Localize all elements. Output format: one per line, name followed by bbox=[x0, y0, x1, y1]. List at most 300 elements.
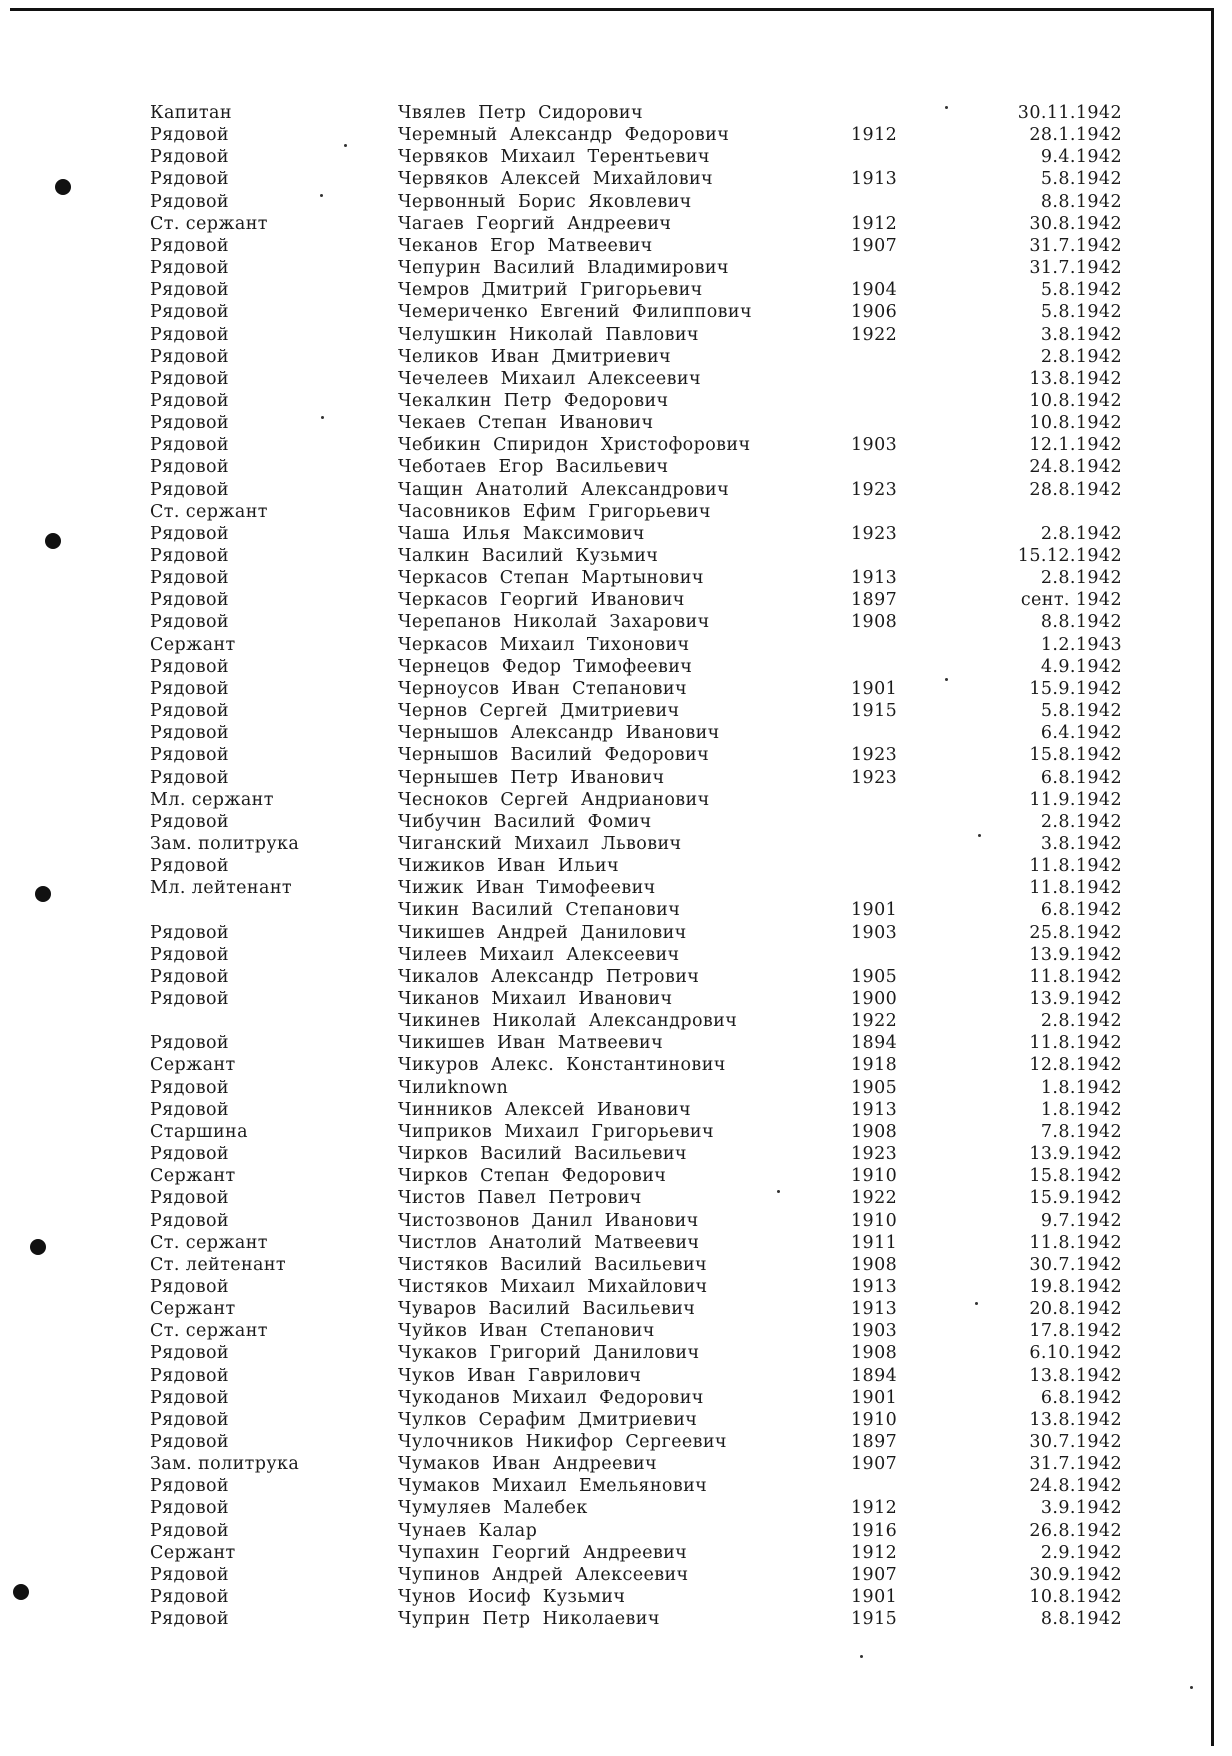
name-cell: Черемный Александр Федорович bbox=[398, 125, 730, 146]
death-date-cell: 8.8.1942 bbox=[1040, 612, 1122, 633]
roster-row bbox=[0, 855, 1232, 877]
name-cell: Чикалов Александр Петрович bbox=[398, 966, 700, 987]
name-cell: Чечелеев Михаил Алексеевич bbox=[398, 368, 701, 389]
rank-cell: Рядовой bbox=[150, 258, 229, 279]
roster-row bbox=[0, 257, 1232, 279]
rank-cell: Рядовой bbox=[150, 1365, 229, 1386]
death-date-cell: 11.8.1942 bbox=[1029, 966, 1122, 987]
birth-year-cell: 1907 bbox=[851, 1564, 898, 1585]
birth-year-cell: 1907 bbox=[851, 1454, 898, 1475]
roster-row bbox=[0, 1054, 1232, 1076]
roster-row bbox=[0, 966, 1232, 988]
roster-row bbox=[0, 346, 1232, 368]
rank-cell: Капитан bbox=[150, 103, 232, 123]
name-cell: Часовников Ефим Григорьевич bbox=[398, 501, 711, 522]
death-date-cell: 8.8.1942 bbox=[1040, 1609, 1122, 1630]
rank-cell: Рядовой bbox=[150, 1587, 229, 1608]
death-date-cell: 30.9.1942 bbox=[1029, 1564, 1122, 1585]
name-cell: Чалкин Василий Кузьмич bbox=[398, 546, 659, 566]
death-date-cell: 12.8.1942 bbox=[1029, 1055, 1122, 1076]
roster-row bbox=[0, 191, 1232, 213]
roster-row bbox=[0, 877, 1232, 899]
roster-row bbox=[0, 102, 1232, 124]
name-cell: Чиприков Михаил Григорьевич bbox=[398, 1121, 714, 1142]
birth-year-cell: 1908 bbox=[851, 1343, 898, 1364]
name-cell: Чагаев Георгий Андреевич bbox=[398, 213, 672, 234]
birth-year-cell: 1923 bbox=[851, 1144, 898, 1165]
name-cell: Чунаев Калар bbox=[398, 1520, 538, 1541]
roster-row bbox=[0, 1475, 1232, 1497]
roster-row bbox=[0, 767, 1232, 789]
birth-year-cell: 1915 bbox=[851, 1609, 898, 1630]
death-date-cell: 3.9.1942 bbox=[1040, 1498, 1122, 1519]
name-cell: Черепанов Николай Захарович bbox=[398, 612, 710, 633]
death-date-cell: 3.8.1942 bbox=[1040, 833, 1122, 854]
name-cell: Чекаев Степан Иванович bbox=[398, 413, 654, 434]
rank-cell: Сержант bbox=[150, 1166, 236, 1187]
roster-row bbox=[0, 235, 1232, 257]
roster-row bbox=[0, 833, 1232, 855]
name-cell: Чесноков Сергей Андрианович bbox=[398, 789, 710, 810]
roster-row bbox=[0, 501, 1232, 523]
roster-row bbox=[0, 1520, 1232, 1542]
roster-row bbox=[0, 390, 1232, 412]
name-cell: Чебикин Спиридон Христофорович bbox=[398, 435, 751, 456]
name-cell: Чекалкин Петр Федорович bbox=[398, 390, 669, 411]
rank-cell: Рядовой bbox=[150, 346, 229, 367]
rank-cell: Рядовой bbox=[150, 678, 229, 699]
birth-year-cell: 1903 bbox=[851, 1321, 898, 1342]
rank-cell: Рядовой bbox=[150, 125, 229, 146]
rank-cell: Рядовой bbox=[150, 856, 229, 877]
name-cell: Чиганский Михаил Львович bbox=[398, 833, 682, 854]
rank-cell: Мл. сержант bbox=[150, 789, 274, 810]
rank-cell: Рядовой bbox=[150, 656, 229, 677]
birth-year-cell: 1913 bbox=[851, 1276, 898, 1297]
death-date-cell: 13.9.1942 bbox=[1029, 1144, 1122, 1165]
roster-row bbox=[0, 368, 1232, 390]
death-date-cell: 13.8.1942 bbox=[1029, 1409, 1122, 1430]
roster-row bbox=[0, 168, 1232, 190]
name-cell: Челиков Иван Дмитриевич bbox=[398, 346, 672, 367]
rank-cell: Рядовой bbox=[150, 390, 229, 411]
name-cell: Чистов Павел Петрович bbox=[398, 1188, 642, 1209]
roster-row bbox=[0, 434, 1232, 456]
roster-row bbox=[0, 324, 1232, 346]
name-cell: Чирков Степан Федорович bbox=[398, 1166, 667, 1187]
birth-year-cell: 1922 bbox=[851, 324, 898, 345]
name-cell: Чернышев Петр Иванович bbox=[398, 767, 665, 788]
name-cell: Чернышов Александр Иванович bbox=[398, 723, 720, 744]
death-date-cell: 6.8.1942 bbox=[1040, 1387, 1122, 1408]
death-date-cell: 15.12.1942 bbox=[1017, 546, 1122, 566]
death-date-cell: 2.8.1942 bbox=[1040, 346, 1122, 367]
rank-cell: Сержант bbox=[150, 1299, 236, 1320]
rank-cell: Рядовой bbox=[150, 169, 229, 190]
rank-cell: Рядовой bbox=[150, 435, 229, 456]
birth-year-cell: 1901 bbox=[851, 900, 898, 921]
rank-cell: Рядовой bbox=[150, 235, 229, 256]
birth-year-cell: 1897 bbox=[851, 1432, 898, 1452]
roster-row bbox=[0, 944, 1232, 966]
name-cell: Чуваров Василий Васильевич bbox=[398, 1299, 696, 1320]
roster-row bbox=[0, 1431, 1232, 1453]
roster-row bbox=[0, 1387, 1232, 1409]
name-cell: Чемериченко Евгений Филиппович bbox=[398, 302, 752, 323]
rank-cell: Рядовой bbox=[150, 989, 229, 1009]
birth-year-cell: 1905 bbox=[851, 966, 898, 987]
name-cell: Чилеев Михаил Алексеевич bbox=[398, 944, 680, 965]
roster-row bbox=[0, 1187, 1232, 1209]
death-date-cell: 17.8.1942 bbox=[1029, 1321, 1122, 1342]
roster-row bbox=[0, 1320, 1232, 1342]
death-date-cell: 30.11.1942 bbox=[1017, 103, 1122, 123]
rank-cell: Рядовой bbox=[150, 523, 229, 544]
rank-cell: Ст. сержант bbox=[150, 1232, 268, 1253]
roster-row bbox=[0, 634, 1232, 656]
rank-cell: Рядовой bbox=[150, 1498, 229, 1519]
roster-row bbox=[0, 479, 1232, 501]
death-date-cell: 9.4.1942 bbox=[1040, 147, 1122, 168]
rank-cell: Рядовой bbox=[150, 1387, 229, 1408]
death-date-cell: 20.8.1942 bbox=[1029, 1299, 1122, 1320]
death-date-cell: 2.8.1942 bbox=[1040, 1011, 1122, 1032]
birth-year-cell: 1894 bbox=[851, 1365, 898, 1386]
roster-row bbox=[0, 922, 1232, 944]
death-date-cell: 28.1.1942 bbox=[1029, 125, 1122, 146]
death-date-cell: 11.8.1942 bbox=[1029, 878, 1122, 899]
birth-year-cell: 1910 bbox=[851, 1409, 898, 1430]
roster-row bbox=[0, 1121, 1232, 1143]
name-cell: Чукаков Григорий Данилович bbox=[398, 1343, 700, 1364]
name-cell: Чикишев Андрей Данилович bbox=[398, 922, 687, 943]
rank-cell: Рядовой bbox=[150, 612, 229, 633]
roster-row bbox=[0, 611, 1232, 633]
roster-row bbox=[0, 124, 1232, 146]
death-date-cell: 11.9.1942 bbox=[1029, 789, 1122, 810]
roster-row bbox=[0, 146, 1232, 168]
birth-year-cell: 1907 bbox=[851, 235, 898, 256]
name-cell: Червонный Борис Яковлевич bbox=[398, 191, 692, 212]
birth-year-cell: 1918 bbox=[851, 1055, 898, 1076]
death-date-cell: 10.8.1942 bbox=[1029, 413, 1122, 434]
birth-year-cell: 1915 bbox=[851, 701, 898, 722]
roster-row bbox=[0, 545, 1232, 567]
name-cell: Чеканов Егор Матвеевич bbox=[398, 235, 653, 256]
death-date-cell: 2.8.1942 bbox=[1040, 523, 1122, 544]
death-date-cell: 15.9.1942 bbox=[1029, 1188, 1122, 1209]
roster-row bbox=[0, 1077, 1232, 1099]
name-cell: Чуков Иван Гаврилович bbox=[398, 1365, 642, 1386]
name-cell: Чикуров Алекс. Константинович bbox=[398, 1055, 726, 1076]
death-date-cell: 31.7.1942 bbox=[1029, 235, 1122, 256]
birth-year-cell: 1908 bbox=[851, 612, 898, 633]
rank-cell: Рядовой bbox=[150, 1210, 229, 1231]
death-date-cell: 11.8.1942 bbox=[1029, 856, 1122, 877]
roster-row bbox=[0, 1453, 1232, 1475]
death-date-cell: 1.8.1942 bbox=[1040, 1077, 1122, 1098]
death-date-cell: 13.9.1942 bbox=[1029, 944, 1122, 965]
roster-row bbox=[0, 1608, 1232, 1630]
rank-cell: Рядовой bbox=[150, 546, 229, 566]
name-cell: Чуйков Иван Степанович bbox=[398, 1321, 655, 1342]
rank-cell: Рядовой bbox=[150, 944, 229, 965]
death-date-cell: 12.1.1942 bbox=[1029, 435, 1122, 456]
rank-cell: Рядовой bbox=[150, 368, 229, 389]
roster-row bbox=[0, 1165, 1232, 1187]
roster-row bbox=[0, 988, 1232, 1010]
roster-row bbox=[0, 700, 1232, 722]
death-date-cell: 6.8.1942 bbox=[1040, 767, 1122, 788]
name-cell: Чащин Анатолий Александрович bbox=[398, 479, 730, 500]
roster-row bbox=[0, 1365, 1232, 1387]
rank-cell: Рядовой bbox=[150, 1276, 229, 1297]
death-date-cell: 6.10.1942 bbox=[1029, 1343, 1122, 1364]
death-date-cell: 11.8.1942 bbox=[1029, 1033, 1122, 1054]
birth-year-cell: 1913 bbox=[851, 568, 898, 589]
name-cell: Черкасов Михаил Тихонович bbox=[398, 634, 690, 655]
rank-cell: Рядовой bbox=[150, 1476, 229, 1497]
death-date-cell: 15.8.1942 bbox=[1029, 1166, 1122, 1187]
roster-row bbox=[0, 1210, 1232, 1232]
birth-year-cell: 1910 bbox=[851, 1166, 898, 1187]
name-cell: Чеботаев Егор Васильевич bbox=[398, 457, 669, 478]
roster-row bbox=[0, 456, 1232, 478]
birth-year-cell: 1923 bbox=[851, 767, 898, 788]
roster-row bbox=[0, 1099, 1232, 1121]
rank-cell: Ст. лейтенант bbox=[150, 1254, 287, 1275]
birth-year-cell: 1912 bbox=[851, 213, 898, 234]
rank-cell: Рядовой bbox=[150, 767, 229, 788]
name-cell: Чулков Серафим Дмитриевич bbox=[398, 1409, 698, 1430]
birth-year-cell: 1913 bbox=[851, 1099, 898, 1120]
birth-year-cell: 1894 bbox=[851, 1033, 898, 1054]
roster-row bbox=[0, 1342, 1232, 1364]
birth-year-cell: 1911 bbox=[851, 1232, 898, 1253]
birth-year-cell: 1922 bbox=[851, 1011, 898, 1032]
death-date-cell: 24.8.1942 bbox=[1029, 457, 1122, 478]
death-date-cell: 6.8.1942 bbox=[1040, 900, 1122, 921]
death-date-cell: 9.7.1942 bbox=[1040, 1210, 1122, 1231]
rank-cell: Рядовой bbox=[150, 1409, 229, 1430]
name-cell: Чумуляев Малебек bbox=[398, 1498, 588, 1519]
name-cell: Чернецов Федор Тимофеевич bbox=[398, 656, 693, 677]
death-date-cell: 5.8.1942 bbox=[1040, 280, 1122, 301]
roster-row bbox=[0, 523, 1232, 545]
roster-row bbox=[0, 1564, 1232, 1586]
rank-cell: Рядовой bbox=[150, 590, 229, 611]
birth-year-cell: 1903 bbox=[851, 435, 898, 456]
death-date-cell: 31.7.1942 bbox=[1029, 258, 1122, 279]
birth-year-cell: 1913 bbox=[851, 169, 898, 190]
name-cell: Чижиков Иван Ильич bbox=[398, 856, 619, 877]
name-cell: Чистозвонов Данил Иванович bbox=[398, 1210, 699, 1231]
rank-cell: Ст. сержант bbox=[150, 1321, 268, 1342]
roster-row bbox=[0, 412, 1232, 434]
birth-year-cell: 1912 bbox=[851, 1498, 898, 1519]
rank-cell: Рядовой bbox=[150, 966, 229, 987]
roster-row bbox=[0, 678, 1232, 700]
death-date-cell: 2.8.1942 bbox=[1040, 568, 1122, 589]
death-date-cell: 11.8.1942 bbox=[1029, 1232, 1122, 1253]
death-date-cell: 5.8.1942 bbox=[1040, 701, 1122, 722]
rank-cell: Старшина bbox=[150, 1121, 248, 1142]
rank-cell: Рядовой bbox=[150, 280, 229, 301]
death-date-cell: 10.8.1942 bbox=[1029, 390, 1122, 411]
name-cell: Чибучин Василий Фомич bbox=[398, 811, 652, 832]
rank-cell: Рядовой bbox=[150, 1077, 229, 1098]
roster-row bbox=[0, 899, 1232, 921]
death-date-cell: 24.8.1942 bbox=[1029, 1476, 1122, 1497]
roster-row bbox=[0, 301, 1232, 323]
rank-cell: Ст. сержант bbox=[150, 213, 268, 234]
name-cell: Чикин Василий Степанович bbox=[398, 900, 681, 921]
rank-cell: Рядовой bbox=[150, 1033, 229, 1054]
roster-row bbox=[0, 589, 1232, 611]
roster-row bbox=[0, 744, 1232, 766]
name-cell: Чистяков Василий Васильевич bbox=[398, 1254, 708, 1275]
name-cell: Чвялев Петр Сидорович bbox=[398, 103, 643, 123]
name-cell: Чумаков Иван Андреевич bbox=[398, 1454, 658, 1475]
name-cell: Чижик Иван Тимофеевич bbox=[398, 878, 656, 899]
birth-year-cell: 1901 bbox=[851, 678, 898, 699]
rank-cell: Рядовой bbox=[150, 324, 229, 345]
name-cell: Чернов Сергей Дмитриевич bbox=[398, 701, 680, 722]
name-cell: Черкасов Степан Мартынович bbox=[398, 568, 704, 589]
rank-cell: Рядовой bbox=[150, 479, 229, 500]
rank-cell: Сержант bbox=[150, 1542, 236, 1563]
birth-year-cell: 1912 bbox=[851, 1542, 898, 1563]
death-date-cell: 25.8.1942 bbox=[1029, 922, 1122, 943]
roster-row bbox=[0, 1586, 1232, 1608]
rank-cell: Зам. политрука bbox=[150, 833, 300, 854]
rank-cell: Рядовой bbox=[150, 568, 229, 589]
death-date-cell: 4.9.1942 bbox=[1040, 656, 1122, 677]
death-date-cell: 30.7.1942 bbox=[1029, 1254, 1122, 1275]
birth-year-cell: 1912 bbox=[851, 125, 898, 146]
rank-cell: Рядовой bbox=[150, 413, 229, 434]
birth-year-cell: 1901 bbox=[851, 1587, 898, 1608]
roster-row bbox=[0, 722, 1232, 744]
name-cell: Чунов Иосиф Кузьмич bbox=[398, 1587, 626, 1608]
death-date-cell: 2.9.1942 bbox=[1040, 1542, 1122, 1563]
rank-cell: Мл. лейтенант bbox=[150, 878, 292, 899]
rank-cell: Рядовой bbox=[150, 1144, 229, 1165]
name-cell: Чистлов Анатолий Матвеевич bbox=[398, 1232, 700, 1253]
rank-cell: Рядовой bbox=[150, 811, 229, 832]
roster-row bbox=[0, 1232, 1232, 1254]
roster-row bbox=[0, 279, 1232, 301]
name-cell: Чилиknown bbox=[398, 1077, 509, 1098]
birth-year-cell: 1913 bbox=[851, 1299, 898, 1320]
name-cell: Чикишев Иван Матвеевич bbox=[398, 1033, 664, 1054]
rank-cell: Рядовой bbox=[150, 1188, 229, 1209]
birth-year-cell: 1916 bbox=[851, 1520, 898, 1541]
roster-row bbox=[0, 1542, 1232, 1564]
rank-cell: Сержант bbox=[150, 634, 236, 655]
death-date-cell: 10.8.1942 bbox=[1029, 1587, 1122, 1608]
rank-cell: Рядовой bbox=[150, 457, 229, 478]
name-cell: Чулочников Никифор Сергеевич bbox=[398, 1432, 727, 1452]
roster-row bbox=[0, 1254, 1232, 1276]
rank-cell: Рядовой bbox=[150, 1343, 229, 1364]
death-date-cell: 31.7.1942 bbox=[1029, 1454, 1122, 1475]
roster-row bbox=[0, 1032, 1232, 1054]
birth-year-cell: 1906 bbox=[851, 302, 898, 323]
name-cell: Чернышов Василий Федорович bbox=[398, 745, 710, 766]
birth-year-cell: 1923 bbox=[851, 523, 898, 544]
name-cell: Чиканов Михаил Иванович bbox=[398, 989, 673, 1009]
name-cell: Черкасов Георгий Иванович bbox=[398, 590, 685, 611]
birth-year-cell: 1900 bbox=[851, 989, 898, 1009]
birth-year-cell: 1923 bbox=[851, 479, 898, 500]
rank-cell: Рядовой bbox=[150, 1432, 229, 1452]
roster-row bbox=[0, 789, 1232, 811]
death-date-cell: 13.9.1942 bbox=[1029, 989, 1122, 1009]
birth-year-cell: 1903 bbox=[851, 922, 898, 943]
name-cell: Чукоданов Михаил Федорович bbox=[398, 1387, 704, 1408]
name-cell: Червяков Алексей Михайлович bbox=[398, 169, 714, 190]
death-date-cell: 30.7.1942 bbox=[1029, 1432, 1122, 1452]
birth-year-cell: 1901 bbox=[851, 1387, 898, 1408]
rank-cell: Рядовой bbox=[150, 302, 229, 323]
roster-row bbox=[0, 1143, 1232, 1165]
death-date-cell: 8.8.1942 bbox=[1040, 191, 1122, 212]
name-cell: Чикинев Николай Александрович bbox=[398, 1011, 738, 1032]
rank-cell: Рядовой bbox=[150, 1564, 229, 1585]
rank-cell: Рядовой bbox=[150, 191, 229, 212]
birth-year-cell: 1897 bbox=[851, 590, 898, 611]
name-cell: Чупахин Георгий Андреевич bbox=[398, 1542, 688, 1563]
death-date-cell: 7.8.1942 bbox=[1040, 1121, 1122, 1142]
name-cell: Челушкин Николай Павлович bbox=[398, 324, 699, 345]
death-date-cell: 15.8.1942 bbox=[1029, 745, 1122, 766]
name-cell: Чумаков Михаил Емельянович bbox=[398, 1476, 708, 1497]
rank-cell: Зам. политрука bbox=[150, 1454, 300, 1475]
roster-row bbox=[0, 567, 1232, 589]
name-cell: Чепурин Василий Владимирович bbox=[398, 258, 729, 279]
birth-year-cell: 1904 bbox=[851, 280, 898, 301]
roster-row bbox=[0, 1497, 1232, 1519]
rank-cell: Рядовой bbox=[150, 1520, 229, 1541]
roster-row bbox=[0, 1010, 1232, 1032]
birth-year-cell: 1908 bbox=[851, 1254, 898, 1275]
rank-cell: Рядовой bbox=[150, 745, 229, 766]
rank-cell: Рядовой bbox=[150, 723, 229, 744]
name-cell: Чаша Илья Максимович bbox=[398, 523, 645, 544]
rank-cell: Рядовой bbox=[150, 922, 229, 943]
birth-year-cell: 1905 bbox=[851, 1077, 898, 1098]
roster-row bbox=[0, 1409, 1232, 1431]
death-date-cell: 15.9.1942 bbox=[1029, 678, 1122, 699]
roster-row bbox=[0, 656, 1232, 678]
death-date-cell: 13.8.1942 bbox=[1029, 368, 1122, 389]
death-date-cell: 13.8.1942 bbox=[1029, 1365, 1122, 1386]
birth-year-cell: 1923 bbox=[851, 745, 898, 766]
death-date-cell: 19.8.1942 bbox=[1029, 1276, 1122, 1297]
name-cell: Чупинов Андрей Алексеевич bbox=[398, 1564, 689, 1585]
rank-cell: Ст. сержант bbox=[150, 501, 268, 522]
death-date-cell: 3.8.1942 bbox=[1040, 324, 1122, 345]
death-date-cell: сент. 1942 bbox=[1020, 590, 1122, 611]
name-cell: Чирков Василий Васильевич bbox=[398, 1144, 687, 1165]
death-date-cell: 5.8.1942 bbox=[1040, 169, 1122, 190]
death-date-cell: 1.2.1943 bbox=[1040, 634, 1122, 655]
death-date-cell: 1.8.1942 bbox=[1040, 1099, 1122, 1120]
rank-cell: Сержант bbox=[150, 1055, 236, 1076]
name-cell: Чинников Алексей Иванович bbox=[398, 1099, 691, 1120]
rank-cell: Рядовой bbox=[150, 1099, 229, 1120]
